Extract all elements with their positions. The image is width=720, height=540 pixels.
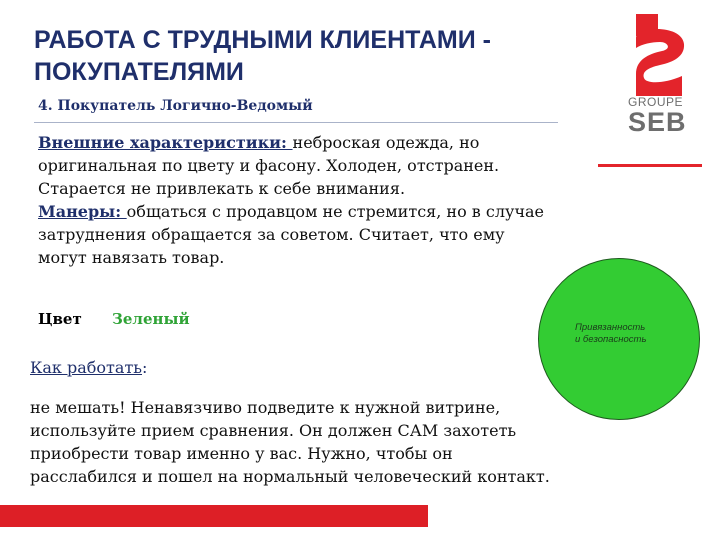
section-subtitle: 4. Покупатель Логично-Ведомый — [38, 98, 313, 114]
logo-seb: SEB — [628, 107, 687, 137]
page-title-line-1: РАБОТА С ТРУДНЫМИ КЛИЕНТАМИ - — [34, 26, 491, 54]
how-to-work-colon: : — [142, 358, 148, 377]
manners-heading: Манеры: — [38, 202, 127, 221]
page-title — [34, 24, 594, 88]
how-to-work-text: не мешать! Ненавязчиво подведите к нужной витрине, используйте прием сравнения. Он должен САМ захотеть приобрести товар именно у вас. Нужно, чтобы он расслабился и пошел на нормальный человеческий контакт. — [30, 398, 550, 486]
logo-groupe: GROUPE — [628, 95, 684, 109]
manners-text: общаться с продавцом не стремится, но в случае затруднения обращается за советом. Считает, что ему могут навязать товар. — [38, 202, 545, 267]
color-value: Зеленый — [112, 310, 190, 328]
page-title-line-2: ПОКУПАТЕЛЯМИ — [34, 58, 244, 86]
circle-label-line-2: и безопасность — [575, 334, 647, 345]
subtitle-divider — [34, 122, 558, 123]
footer-red-bar — [0, 505, 428, 527]
circle-label — [575, 322, 685, 346]
circle-label-line-1: Привязанность — [575, 322, 646, 333]
description-block — [38, 131, 553, 269]
color-label: Цвет — [38, 310, 82, 328]
external-heading: Внешние характеристики: — [38, 133, 293, 152]
how-to-work-heading — [30, 358, 147, 377]
logo-text — [628, 96, 698, 135]
how-to-work-label: Как работать — [30, 358, 143, 377]
external-text: неброская одежда, но оригинальная по цвету и фасону. Холоден, отстранен. Старается не привлекать к себе внимания. — [38, 133, 500, 198]
logo-accent-line — [598, 164, 702, 167]
